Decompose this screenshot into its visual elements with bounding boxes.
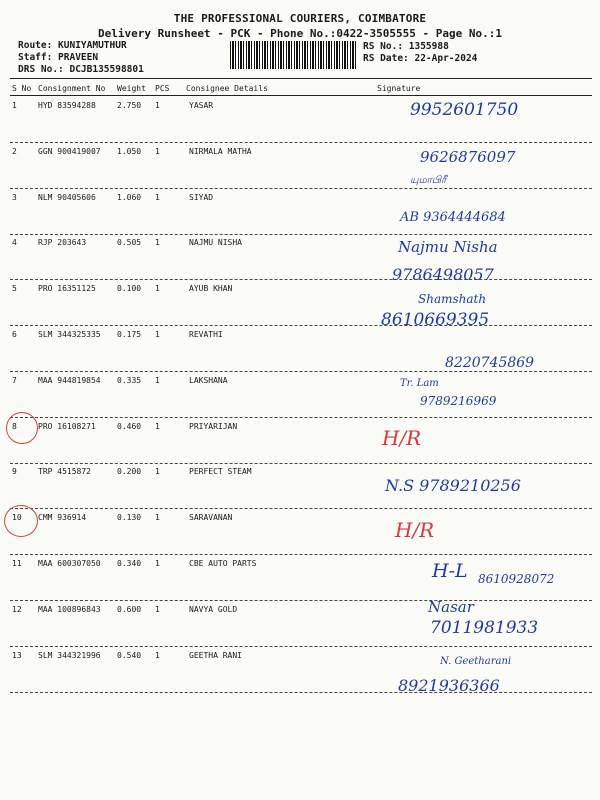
row-sno: 10 xyxy=(12,513,22,523)
rs-date: RS Date: 22-Apr-2024 xyxy=(363,53,478,64)
row-sno: 11 xyxy=(12,559,22,568)
row-sno: 8 xyxy=(12,421,17,431)
row-pcs: 1 xyxy=(155,513,160,523)
row-weight: 0.335 xyxy=(117,375,142,385)
row-consignee: PRIYARIJAN xyxy=(189,421,238,431)
row-cons: HYD 83594288 xyxy=(38,101,96,110)
row-weight: 1.050 xyxy=(117,146,142,156)
handwritten-phone: 9626876097 xyxy=(420,148,516,166)
row-cons: MAA 600307050 xyxy=(38,559,101,568)
row-pcs: 1 xyxy=(155,330,160,339)
handwritten-name: Shamshath xyxy=(418,292,487,306)
handwritten-phone: 7011981933 xyxy=(430,618,539,638)
row-cons: MAA 944819854 xyxy=(38,375,101,385)
row-consignee: CBE AUTO PARTS xyxy=(189,559,257,568)
handwritten-signature: 9952601750 xyxy=(410,100,519,120)
row-weight: 0.600 xyxy=(117,604,142,614)
handwritten-name: யுமாபிரீ xyxy=(410,175,447,186)
runsheet-subtitle: Delivery Runsheet - PCK - Phone No.:0422-3505555 - Page No.:1 xyxy=(98,27,502,40)
row-consignee: NIRMALA MATHA xyxy=(189,146,252,156)
row-divider xyxy=(10,234,592,235)
row-pcs: 1 xyxy=(155,421,160,431)
row-consignee: NAJMU NISHA xyxy=(189,238,242,248)
row-weight: 0.540 xyxy=(117,650,142,660)
handwritten-name: H-L xyxy=(432,560,468,582)
handwritten-phone: 8220745869 xyxy=(445,355,535,371)
handwritten-phone: 8921936366 xyxy=(398,676,500,695)
row-cons: MAA 100896843 xyxy=(38,604,101,614)
drs-number: DRS No.: DCJB135598801 xyxy=(18,64,144,75)
row-pcs: 1 xyxy=(155,192,160,202)
barcode xyxy=(230,41,357,69)
row-sno: 6 xyxy=(12,330,17,339)
row-weight: 0.175 xyxy=(117,330,142,339)
row-cons: PRO 16108271 xyxy=(38,421,96,431)
row-weight: 0.130 xyxy=(117,513,142,523)
handwritten-name: Tr. Lam xyxy=(400,378,439,389)
row-sno: 12 xyxy=(12,604,22,614)
row-consignee: REVATHI xyxy=(189,330,223,339)
row-pcs: 1 xyxy=(155,375,160,385)
row-consignee: NAVYA GOLD xyxy=(189,604,238,614)
handwritten-phone: 8610928072 xyxy=(478,572,555,586)
row-consignee: SARAVANAN xyxy=(189,513,233,523)
row-consignee: GEETHA RANI xyxy=(189,650,242,660)
row-cons: CMM 936914 xyxy=(38,513,87,523)
red-circle-mark xyxy=(6,412,38,444)
row-divider xyxy=(10,188,592,189)
row-sno: 2 xyxy=(12,146,17,156)
row-cons: SLM 344325335 xyxy=(38,330,101,339)
row-divider xyxy=(10,508,592,509)
row-divider xyxy=(10,463,592,464)
row-divider xyxy=(10,600,592,601)
row-sno: 7 xyxy=(12,375,17,385)
row-cons: PRO 16351125 xyxy=(38,284,96,294)
row-weight: 0.505 xyxy=(117,238,142,248)
row-pcs: 1 xyxy=(155,467,160,477)
row-pcs: 1 xyxy=(155,559,160,568)
col-weight-header: Weight xyxy=(117,84,146,93)
row-sno: 9 xyxy=(12,467,17,477)
company-title: THE PROFESSIONAL COURIERS, COIMBATORE xyxy=(173,12,427,25)
row-pcs: 1 xyxy=(155,101,160,110)
row-consignee: PERFECT STEAM xyxy=(189,467,252,477)
row-cons: TRP 4515872 xyxy=(38,467,91,477)
row-pcs: 1 xyxy=(155,650,160,660)
row-divider xyxy=(10,646,592,647)
col-signature-header: Signature xyxy=(377,84,421,93)
handwritten-phone: 9789216969 xyxy=(420,394,497,408)
staff-label: Staff: PRAVEEN xyxy=(18,52,99,63)
col-consignee-header: Consignee Details xyxy=(186,84,268,93)
row-consignee: LAKSHANA xyxy=(189,375,228,385)
handwritten-phone: AB 9364444684 xyxy=(400,210,506,225)
row-cons: GGN 900419007 xyxy=(38,146,101,156)
header-top-rule xyxy=(10,78,592,79)
row-consignee: YASAR xyxy=(189,101,214,110)
header-bottom-rule xyxy=(10,95,592,96)
col-pcs-header: PCS xyxy=(155,84,170,93)
row-pcs: 1 xyxy=(155,238,160,248)
row-sno: 3 xyxy=(12,192,17,202)
handwritten-mark: H/R xyxy=(382,426,422,450)
row-divider xyxy=(10,142,592,143)
col-consignment-header: Consignment No xyxy=(38,84,106,93)
row-pcs: 1 xyxy=(155,284,160,294)
handwritten-mark: H/R xyxy=(395,518,435,542)
row-divider xyxy=(10,692,592,693)
row-consignee: SIYAD xyxy=(189,192,214,202)
row-weight: 0.100 xyxy=(117,284,142,294)
handwritten-name: N. Geetharani xyxy=(440,656,512,667)
row-cons: SLM 344321996 xyxy=(38,650,101,660)
row-divider xyxy=(10,417,592,418)
col-sno-header: S No xyxy=(12,84,32,93)
handwritten-name: Nasar xyxy=(428,598,474,616)
route-label: Route: KUNIYAMUTHUR xyxy=(18,40,127,51)
row-cons: RJP 203643 xyxy=(38,238,87,248)
row-sno: 4 xyxy=(12,238,17,248)
row-sno: 13 xyxy=(12,650,22,660)
row-weight: 0.460 xyxy=(117,421,142,431)
row-divider xyxy=(10,325,592,326)
handwritten-phone: N.S 9789210256 xyxy=(385,476,521,495)
row-weight: 0.340 xyxy=(117,559,142,568)
row-pcs: 1 xyxy=(155,146,160,156)
row-weight: 2.750 xyxy=(117,101,142,110)
row-sno: 5 xyxy=(12,284,17,294)
handwritten-phone: 8610669395 xyxy=(381,310,490,330)
row-sno: 1 xyxy=(12,101,17,110)
row-divider xyxy=(10,279,592,280)
row-divider xyxy=(10,554,592,555)
row-consignee: AYUB KHAN xyxy=(189,284,233,294)
row-divider xyxy=(10,371,592,372)
row-pcs: 1 xyxy=(155,604,160,614)
handwritten-phone: 9786498057 xyxy=(392,265,494,284)
red-circle-mark xyxy=(4,505,38,537)
rs-number: RS No.: 1355988 xyxy=(363,41,449,52)
row-weight: 0.200 xyxy=(117,467,142,477)
handwritten-name: Najmu Nisha xyxy=(398,238,498,256)
row-cons: NLM 90405606 xyxy=(38,192,96,202)
row-weight: 1.060 xyxy=(117,192,142,202)
